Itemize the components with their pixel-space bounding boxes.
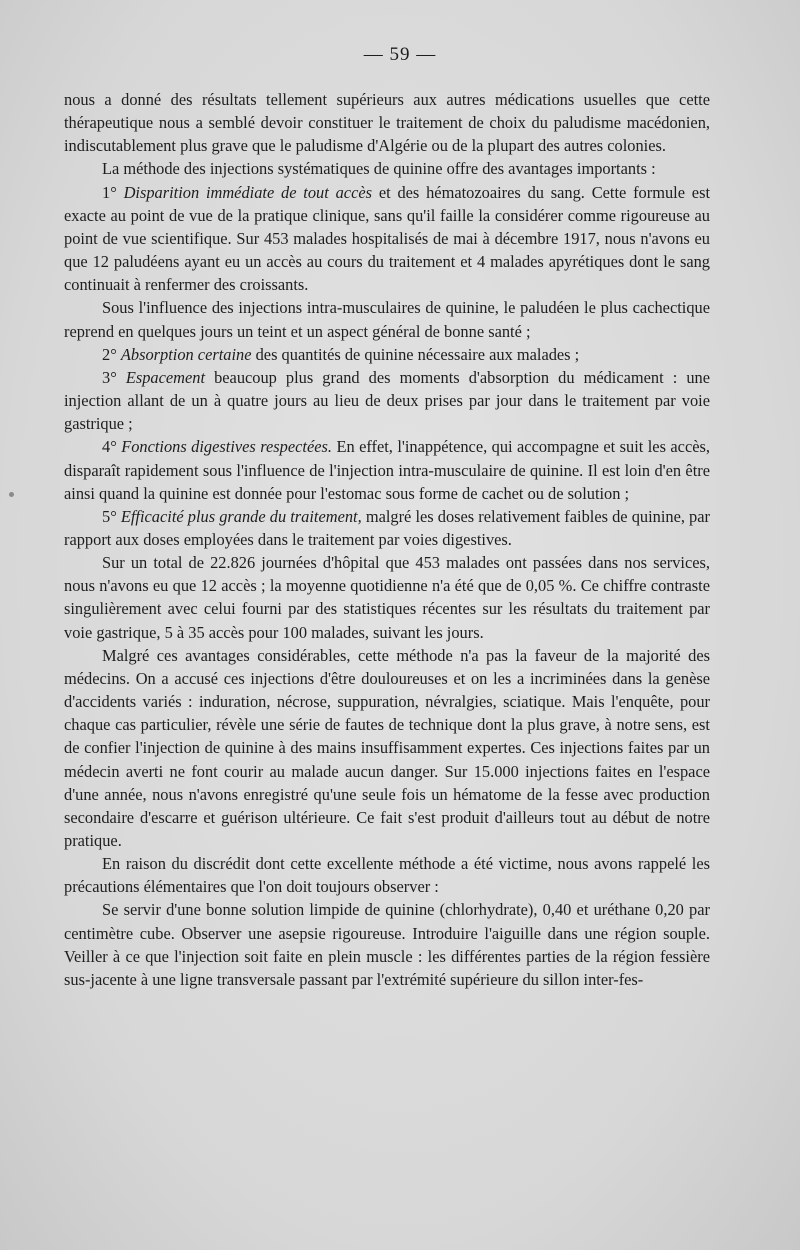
paragraph (64, 88, 710, 157)
text-run: 5° (102, 506, 121, 526)
paragraph (64, 343, 710, 366)
page-number: — 59 — (363, 44, 437, 65)
body-text (64, 88, 710, 991)
text-run: 4° (102, 437, 122, 457)
text-run: La méthode des injections systématiques de quinine offre des avantages importants : (102, 159, 656, 179)
text-run: Malgré ces avantages considérables, cette méthode n'a pas la faveur de la majorité des médecins. On a accusé ces injections d'être douloureuses et on les a incriminées dans la genèse d'accidents variés : induration, nécrose, suppuration, névralgies, sciatique. Mais l'enquête, pour chaque cas particulier, révèle une série de fautes de technique dont la plus grave, à notre sens, est de confier l'injection de quinine à des mains insuffisamment expertes. Ces injections faites par un médecin averti ne font courir au malade aucun danger. Sur 15.000 injections faites en l'espace d'une année, nous n'avons enregistré qu'une seule fois un hématome de la fesse avec production secondaire d'escarre et guérison ultérieure. Ce fait s'est produit d'ailleurs tout au début de notre pratique. (64, 645, 710, 850)
text-run: malgré les doses relativement faibles de quinine, par rapport aux doses employées dans le traitement par voies digestives. (64, 506, 710, 549)
italic-phrase: Efficacité plus grande du traitement, (120, 506, 362, 526)
paragraph (64, 435, 710, 504)
text-run: Sous l'influence des injections intra-musculaires de quinine, le paludéen le plus cachectique reprend en quelques jours un teint et un aspect général de bonne santé ; (64, 298, 710, 341)
text-run: des quantités de quinine nécessaire aux malades ; (251, 344, 580, 364)
paragraph (64, 157, 710, 180)
paragraph (64, 505, 710, 551)
paragraph (64, 296, 710, 342)
italic-phrase: Espacement (125, 367, 206, 387)
paragraph (64, 898, 710, 991)
paragraph (64, 644, 710, 852)
text-run: 1° (102, 182, 124, 202)
text-run: nous a donné des résultats tellement supérieurs aux autres médications usuelles que cette thérapeutique nous a semblé devoir constituer le traitement de choix du paludisme macédonien, indiscutablement plus grave que le paludisme d'Algérie ou de la plupart des autres colonies. (64, 90, 710, 156)
text-run: Se servir d'une bonne solution limpide de quinine (chlorhydrate), 0,40 et uréthane 0,20 par centimètre cube. Observer une asepsie rigoureuse. Introduire l'aiguille dans une région souple. Veiller à ce que l'injection soit faite en plein muscle : les différentes parties de la région fessière sus-jacente à une ligne transversale passant par l'extrémité supérieure du sillon inter-fes- (64, 900, 710, 989)
paragraph (64, 852, 710, 898)
text-run: Sur un total de 22.826 journées d'hôpital que 453 malades ont passées dans nos services, nous n'avons eu que 12 accès ; la moyenne quotidienne n'a été que de 0,05 %. Ce chiffre contraste singulièrement avec celui fourni par des statistiques récentes sur les résultats du traitement par voie gastrique, 5 à 35 accès pour 100 malades, suivant les jours. (64, 553, 710, 642)
text-run: et des hématozoaires du sang. Cette formule est exacte au point de vue de la pratique clinique, sans qu'il faille la considérer comme rigoureuse au point de vue scientifique. Sur 453 malades hospitalisés de mai à décembre 1917, nous n'avons eu que 12 paludéens ayant eu un accès au cours du traitement et 4 malades apyrétiques dont le sang continuait à renfermer des croissants. (64, 182, 710, 295)
italic-phrase: Absorption certaine (120, 344, 252, 364)
paragraph (64, 366, 710, 435)
paper-speck (9, 492, 14, 497)
text-run: En raison du discrédit dont cette excellente méthode a été victime, nous avons rappelé les précautions élémentaires que l'on doit toujours observer : (64, 854, 710, 897)
italic-phrase: Disparition immédiate de tout accès (123, 182, 373, 202)
paragraph (64, 181, 710, 297)
paragraph (64, 551, 710, 644)
text-run: beaucoup plus grand des moments d'absorption du médicament : une injection allant de un à quatre jours au lieu de deux prises par jour dans le traitement par voie gastrique ; (64, 367, 710, 434)
italic-phrase: Fonctions digestives respectées. (121, 437, 332, 457)
text-run: 2° (102, 344, 121, 364)
text-run: 3° (102, 367, 126, 387)
text-run: En effet, l'inappétence, qui accompagne et suit les accès, disparaît rapidement sous l'influence de l'injection intra-musculaire de quinine. Il est loin d'en être ainsi quand la quinine est donnée pour l'estomac sous forme de cachet ou de solution ; (64, 437, 710, 503)
